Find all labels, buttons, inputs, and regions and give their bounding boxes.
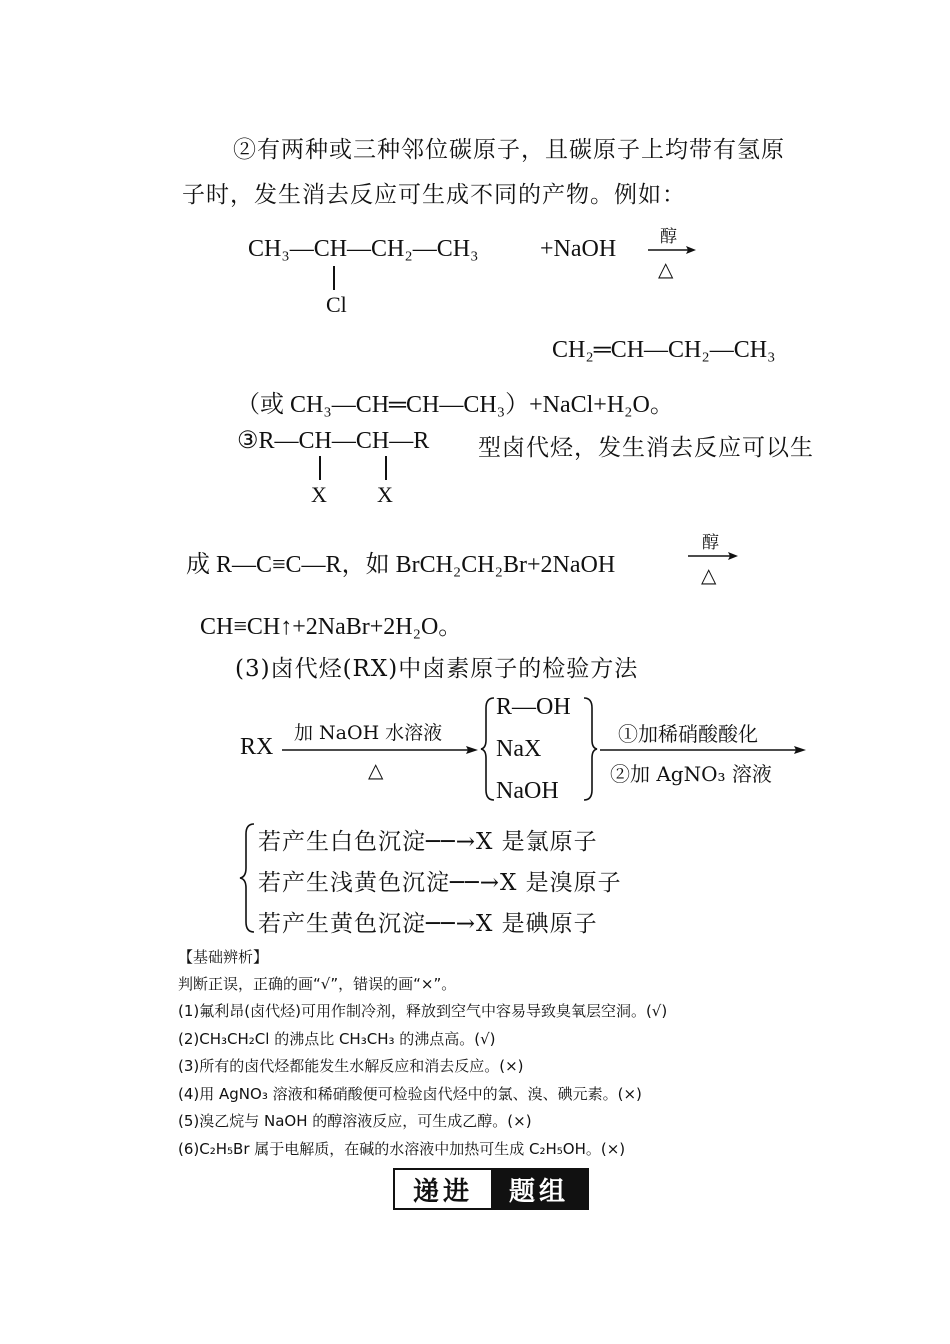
basics-instruction: 判断正误，正确的画“√”，错误的画“×”。 <box>178 975 457 993</box>
para3-head: ③R—CH—CH—R <box>237 428 430 454</box>
para3-arrow <box>688 528 738 586</box>
eq1-bond <box>333 266 335 290</box>
section3-title: (3)卤代烃(RX)中卤素原子的检验方法 <box>235 656 639 682</box>
eq1-cond-top: 醇 <box>660 227 677 247</box>
para3-bond2 <box>385 456 387 480</box>
para2-line2: 子时，发生消去反应可生成不同的产物。例如： <box>182 182 686 208</box>
group-item-2: NaX <box>496 736 542 762</box>
banner-left: 递进 <box>395 1170 491 1208</box>
para3-tail: 型卤代烃，发生消去反应可以生 <box>478 435 814 461</box>
section-banner <box>393 1168 589 1210</box>
para2-line1: ②有两种或三种邻位碳原子，且碳原子上均带有氢原 <box>233 137 785 163</box>
eq1-cond-bottom: △ <box>658 257 674 281</box>
results-brace <box>238 822 256 934</box>
arrow-icon <box>600 744 806 756</box>
result-chlorine: 若产生白色沉淀──→X 是氯原子 <box>258 829 598 855</box>
basics-item-3: (3)所有的卤代烃都能发生水解反应和消去反应。(×) <box>178 1057 524 1075</box>
basics-item-6: (6)C₂H₅Br 属于电解质，在碱的水溶液中加热可生成 C₂H₅OH。(×) <box>178 1140 626 1158</box>
para3-bond1 <box>319 456 321 480</box>
para3-line2: 成 R—C≡C—R，如 BrCH₂CH₂Br+2NaOH <box>186 552 616 578</box>
basics-item-5: (5)溴乙烷与 NaOH 的醇溶液反应，可生成乙醇。(×) <box>178 1112 532 1130</box>
eq1-reactant: CH₃—CH—CH₂—CH₃ <box>248 236 479 262</box>
arrow-icon <box>688 550 738 562</box>
arrow1-bottom: △ <box>368 758 384 782</box>
eq1-product: CH₂═CH—CH₂—CH₃ <box>552 337 776 363</box>
para3-sub1: X <box>311 482 327 507</box>
banner-right: 题组 <box>491 1170 587 1208</box>
result-iodine: 若产生黄色沉淀──→X 是碘原子 <box>258 911 598 937</box>
eq1-alt: （或 CH₃—CH═CH—CH₃）+NaCl+H₂O。 <box>236 392 674 418</box>
para3-line3: CH≡CH↑+2NaBr+2H₂O。 <box>200 614 463 640</box>
para3-sub2: X <box>377 482 393 507</box>
basics-item-1: (1)氟利昂(卤代烃)可用作制冷剂，释放到空气中容易导致臭氧层空洞。(√) <box>178 1002 668 1020</box>
eq1-arrow <box>648 222 696 280</box>
basics-heading: 【基础辨析】 <box>178 948 269 966</box>
group-item-1: R—OH <box>496 694 571 720</box>
para3-cond-bottom: △ <box>701 563 717 587</box>
section3-arrow2 <box>600 716 806 786</box>
basics-item-2: (2)CH₃CH₂Cl 的沸点比 CH₃CH₃ 的沸点高。(√) <box>178 1030 496 1048</box>
arrow2-top: ①加稀硝酸酸化 <box>618 722 758 746</box>
arrow1-top: 加 NaOH 水溶液 <box>294 722 443 744</box>
group-item-3: NaOH <box>496 778 559 804</box>
group-right-brace <box>582 696 598 802</box>
arrow-icon <box>282 744 478 756</box>
arrow2-bottom: ②加 AgNO₃ 溶液 <box>610 762 772 786</box>
group-left-brace <box>480 696 496 802</box>
arrow-icon <box>648 244 696 256</box>
basics-item-4: (4)用 AgNO₃ 溶液和稀硝酸便可检验卤代烃中的氯、溴、碘元素。(×) <box>178 1085 642 1103</box>
result-bromine: 若产生浅黄色沉淀──→X 是溴原子 <box>258 870 622 896</box>
para3-cond-top: 醇 <box>702 533 719 553</box>
section3-rx: RX <box>240 734 274 760</box>
section3-arrow1 <box>282 716 478 786</box>
eq1-substituent: Cl <box>326 292 347 317</box>
eq1-reagent: +NaOH <box>540 236 617 262</box>
